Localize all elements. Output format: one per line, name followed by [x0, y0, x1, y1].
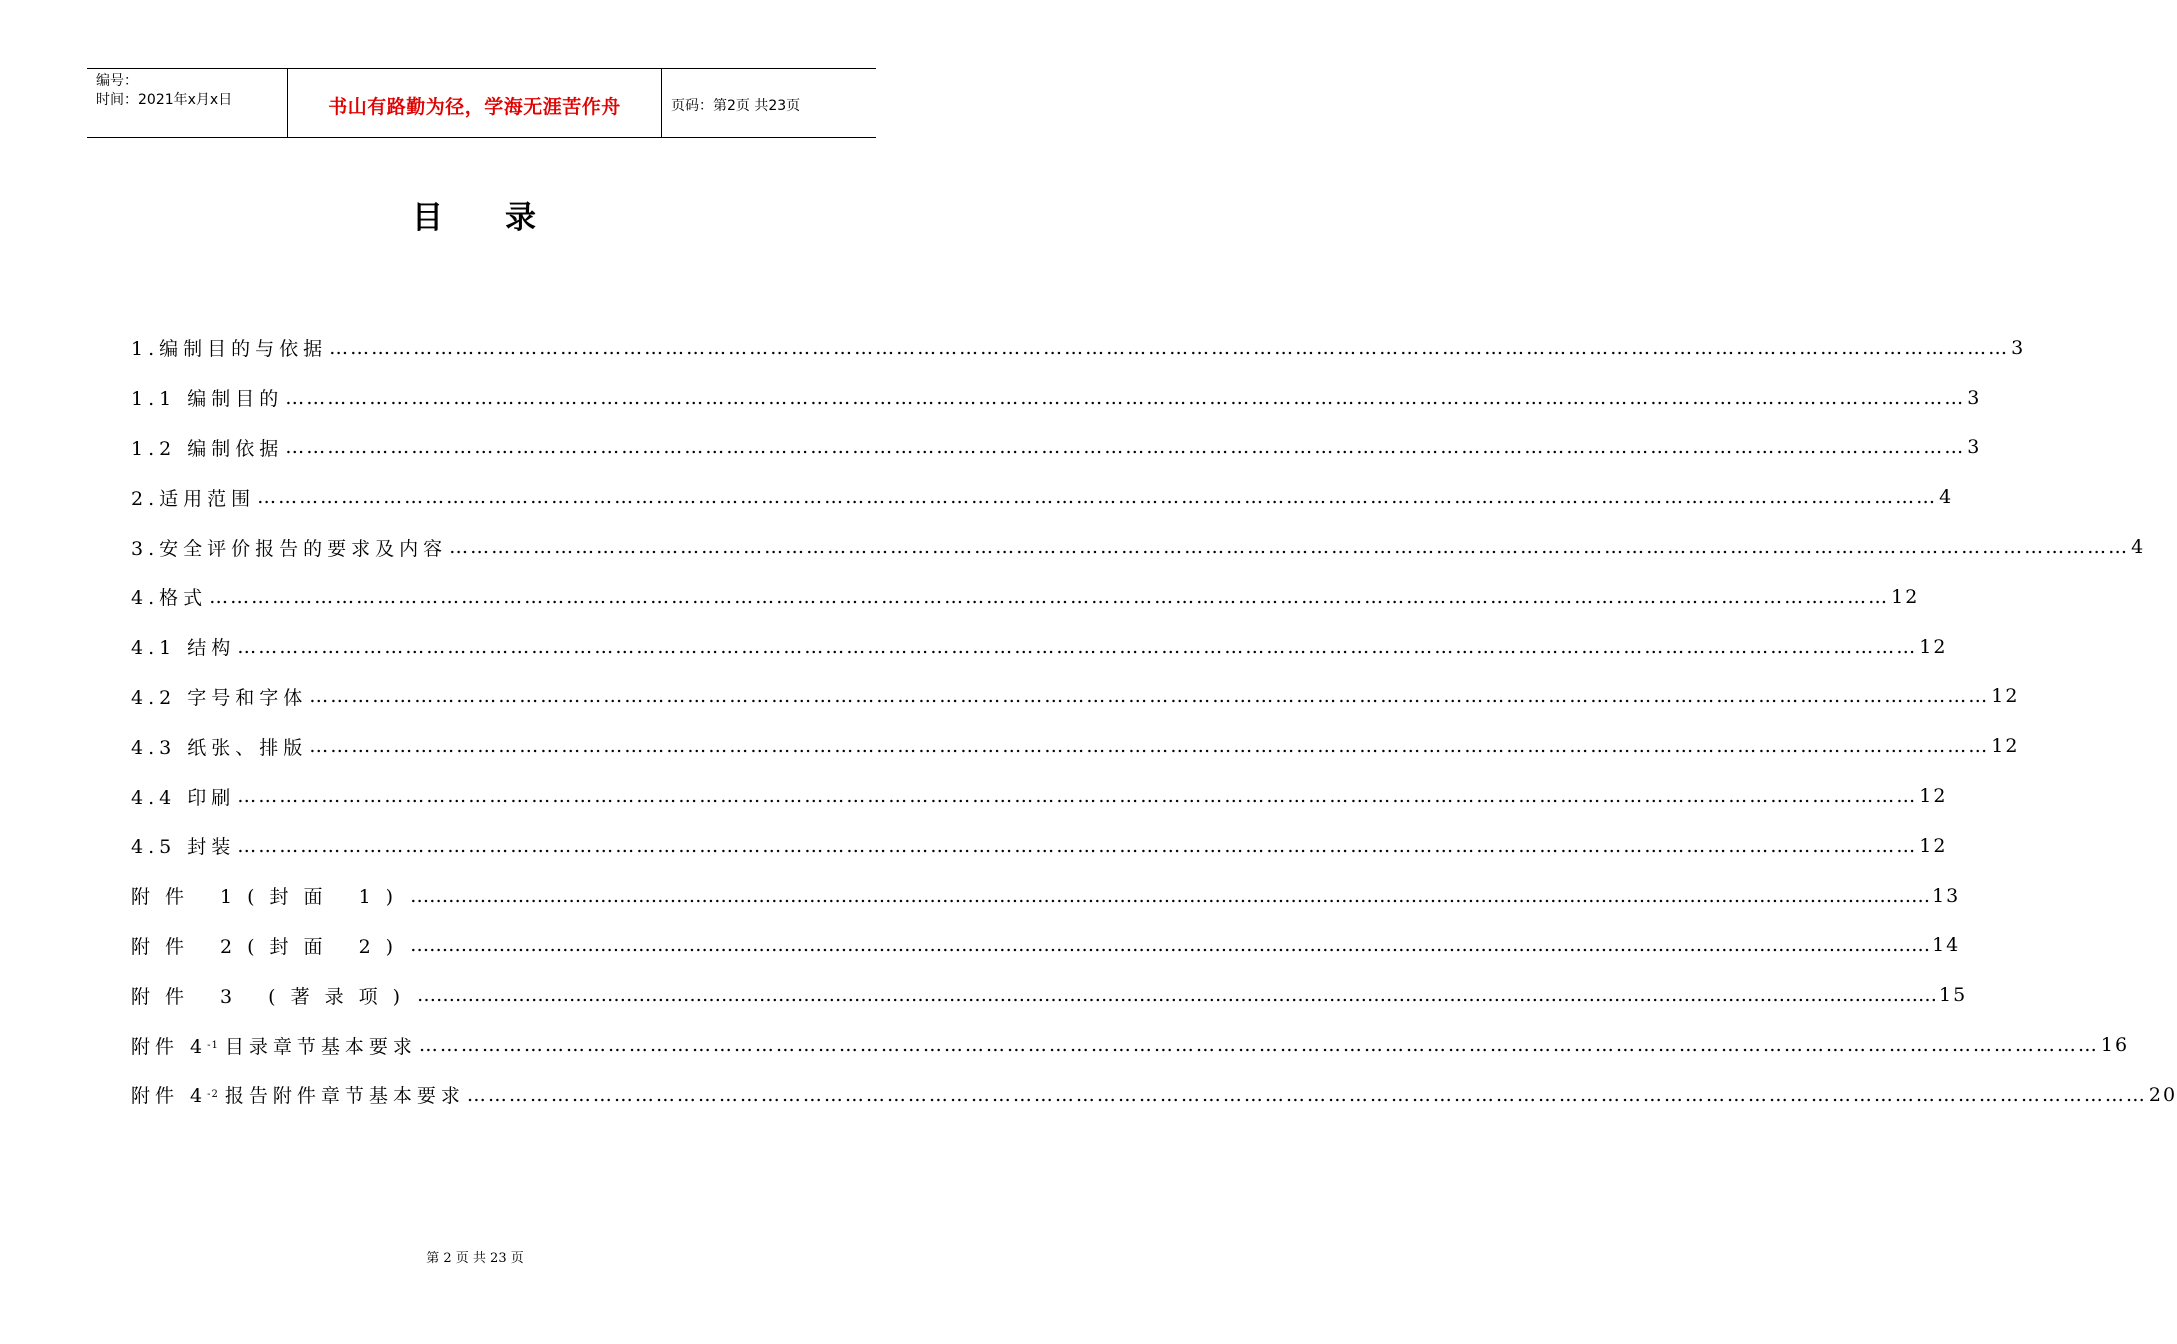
page-title	[0, 192, 950, 237]
toc-leader-dots: ……………………………………………………………………………………………………………………………………………………………………………………………………………………	[237, 785, 1918, 808]
page-footer: 第 2 页 共 23 页	[426, 1251, 524, 1266]
toc-entry-page: 12	[1991, 735, 2020, 758]
toc-entry-label: 4.2 字号和字体	[131, 686, 308, 709]
toc-entry-label: 4.5 封装	[131, 836, 236, 859]
toc-leader-dots: ……………………………………………………………………………………………………………………………………………………………………………………………………………………	[285, 386, 1966, 409]
toc-entry-page: 12	[1919, 834, 1948, 857]
header-table	[87, 68, 876, 138]
toc-entry-label: 附件 4	[131, 1035, 208, 1058]
toc-leader-dots: ……………………………………………………………………………………………………………………………………………………………………………………………………………………	[285, 436, 1966, 459]
toc-leader-dots: ……………………………………………………………………………………………………………………………………………………………………………………………………………………	[418, 1034, 2099, 1057]
toc-entry[interactable]	[131, 572, 1920, 622]
toc-entry[interactable]	[131, 871, 1961, 921]
toc-leader-dots: ……………………………………………………………………………………………………………………………………………………………………………………………………………………	[449, 536, 2130, 559]
toc-entry[interactable]	[131, 721, 2020, 771]
toc-entry-label: 1.编制目的与依据	[131, 338, 328, 361]
toc-leader-dots: ……………………………………………………………………………………………………………………………………………………………………………………………………………………	[257, 486, 1938, 509]
toc-entry-label: 4.4 印刷	[131, 786, 236, 809]
motto: 书山有路勤为径，学海无涯苦作舟	[328, 96, 621, 118]
toc-leader-dots: ……………………………………………………………………………………………………………………………………………………………………………………………………………………	[309, 685, 1990, 708]
toc-entry-page: 12	[1891, 585, 1920, 608]
title-char-1: 目	[412, 200, 445, 236]
toc-entry-label: 附件 3 (著录项)	[131, 985, 415, 1008]
toc-leader-dots: ……………………………………………………………………………………………………………………………………………………………………………………………………………………	[209, 585, 1890, 608]
header-page-cell	[662, 69, 876, 137]
toc-entry[interactable]	[131, 1020, 2130, 1070]
toc-entry[interactable]	[131, 373, 1982, 423]
toc-entry[interactable]	[131, 423, 1982, 473]
toc-entry-label: 附件 4	[131, 1085, 208, 1108]
toc-entry-page: 12	[1991, 685, 2020, 708]
toc-entry-label: 3.安全评价报告的要求及内容	[131, 537, 448, 560]
toc-entry-page: 3	[1967, 386, 1982, 409]
toc-entry-page: 4	[2131, 536, 2146, 559]
toc-entry-subscript: -2	[207, 1089, 219, 1101]
toc-leader-dots: ……………………………………………………………………………………………………………………………………………………………………………………………………………………	[466, 1083, 2147, 1106]
toc-entry[interactable]	[131, 771, 1948, 821]
serial-label: 编号：	[96, 73, 138, 89]
toc-leader-dots: ……………………………………………………………………………………………………………………………………………………………………………………………………………………	[237, 635, 1918, 658]
toc-entry-suffix: 报告附件章节基本要求	[224, 1085, 465, 1108]
time-label: 时间：2021年x月x日	[96, 92, 233, 108]
toc-entry-label: 1.2 编制依据	[131, 437, 284, 460]
toc-entry[interactable]	[131, 472, 1954, 522]
toc-entry[interactable]	[131, 672, 2020, 722]
header-motto-cell	[287, 69, 662, 137]
toc-entry-page: 16	[2100, 1034, 2130, 1057]
toc-entry-page: 13	[1932, 884, 1961, 907]
toc-entry[interactable]	[131, 323, 2026, 373]
toc-entry[interactable]	[131, 921, 1961, 971]
toc-leader-dots: ……………………………………………………………………………………………………………………………………………………………………………………………………………………	[329, 336, 2010, 359]
table-of-contents	[131, 323, 2177, 1120]
toc-entry-page: 3	[2011, 336, 2026, 359]
header-info-cell	[87, 69, 287, 137]
toc-entry[interactable]	[131, 1070, 2177, 1120]
toc-entry-label: 附件 1(封面 1)	[131, 886, 409, 909]
toc-entry-page: 3	[1967, 436, 1982, 459]
toc-entry-page: 12	[1919, 635, 1948, 658]
toc-entry-label: 1.1 编制目的	[131, 388, 284, 411]
toc-entry-label: 4.格式	[131, 587, 208, 610]
toc-entry[interactable]	[131, 522, 2146, 572]
toc-entry-label: 附件 2(封面 2)	[131, 935, 409, 958]
toc-entry[interactable]	[131, 622, 1948, 672]
toc-entry-label: 4.1 结构	[131, 637, 236, 660]
toc-entry-page: 4	[1939, 486, 1954, 509]
page-label: 页码：第2页 共23页	[671, 98, 801, 114]
toc-entry-page: 15	[1939, 984, 1968, 1007]
title-char-2: 录	[505, 200, 538, 236]
toc-entry[interactable]	[131, 821, 1948, 871]
toc-leader-dots: ……………………………………………………………………………………………………………………………………………………………………………………………………………………	[237, 834, 1918, 857]
toc-leader-dots: ……………………………………………………………………………………………………………………………………………………………………………………………………………………	[410, 884, 1931, 907]
toc-entry-page: 14	[1932, 934, 1961, 957]
toc-entry-suffix: 目录章节基本要求	[224, 1035, 417, 1058]
toc-entry[interactable]	[131, 970, 1968, 1020]
toc-entry-label: 4.3 纸张、排版	[131, 736, 308, 759]
toc-entry-subscript: -1	[207, 1039, 219, 1051]
toc-leader-dots: ……………………………………………………………………………………………………………………………………………………………………………………………………………………	[417, 984, 1937, 1007]
toc-entry-page: 20	[2148, 1083, 2177, 1106]
toc-leader-dots: ……………………………………………………………………………………………………………………………………………………………………………………………………………………	[410, 934, 1931, 957]
toc-leader-dots: ……………………………………………………………………………………………………………………………………………………………………………………………………………………	[309, 735, 1990, 758]
toc-entry-label: 2.适用范围	[131, 487, 256, 510]
toc-entry-page: 12	[1919, 785, 1948, 808]
